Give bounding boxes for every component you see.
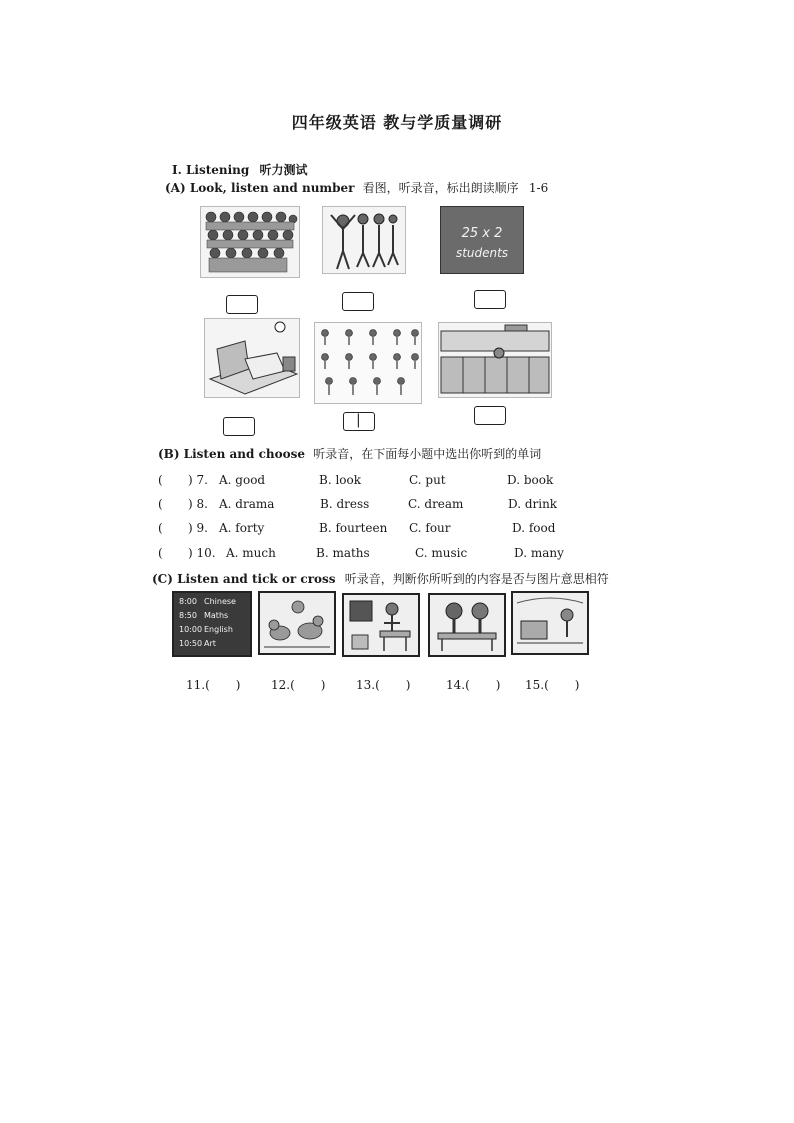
answer-13-label: 13.( — [356, 678, 380, 692]
answer-15-close: ) — [574, 678, 580, 692]
picture-kitchen — [438, 322, 552, 398]
part-a-label: (A) Look, listen and number — [165, 181, 355, 195]
answer-12-label: 12.( — [271, 678, 295, 692]
picture-children-grid — [314, 322, 422, 404]
answer-14[interactable] — [446, 678, 500, 692]
question-paren: ( — [158, 473, 163, 487]
option-b[interactable]: B. maths — [316, 546, 370, 560]
part-b-heading — [158, 445, 541, 462]
section-listening-heading — [172, 161, 308, 178]
blackboard-line-1: 25 x 2 — [461, 226, 503, 241]
option-c[interactable]: C. dream — [408, 497, 464, 511]
timetable-subject: English — [204, 625, 233, 634]
exercise-illustration — [323, 207, 405, 273]
children-grid-illustration — [315, 323, 421, 403]
two-children-illustration — [430, 595, 504, 655]
picture-blackboard — [440, 206, 524, 274]
bedroom-illustration — [205, 319, 299, 397]
question-number: ) 9. — [188, 521, 208, 535]
timetable-subject: Maths — [204, 611, 229, 620]
timetable-time: 8:50 — [179, 611, 197, 620]
answer-box-6[interactable] — [474, 406, 506, 425]
answer-box-3[interactable] — [474, 290, 506, 309]
timetable-row — [177, 638, 247, 651]
kitchen-illustration — [439, 323, 551, 397]
timetable-row — [177, 610, 247, 623]
part-b-label-cn: 听录音，在下面每小题中选出你听到的单词 — [313, 447, 542, 461]
picture-living-room — [511, 591, 589, 655]
picture-bedroom — [204, 318, 300, 398]
answer-14-close: ) — [495, 678, 501, 692]
option-b[interactable]: B. dress — [320, 497, 370, 511]
option-c[interactable]: C. four — [409, 521, 451, 535]
class-group-illustration — [201, 207, 299, 277]
question-number: ) 10. — [188, 546, 216, 560]
option-d[interactable]: D. food — [512, 521, 556, 535]
answer-13-close: ) — [405, 678, 411, 692]
blackboard-line-2: students — [455, 246, 509, 260]
part-c-heading — [152, 570, 609, 587]
answer-13[interactable] — [356, 678, 410, 692]
answer-15-label: 15.( — [525, 678, 549, 692]
part-c-label: (C) Listen and tick or cross — [152, 572, 336, 586]
answer-box-2[interactable] — [342, 292, 374, 311]
picture-classroom-desk — [342, 593, 420, 657]
part-a-label-cn: 看图，听录音，标出朗读顺序 — [362, 181, 519, 195]
option-a[interactable]: A. much — [226, 546, 276, 560]
answer-box-5-mark: | — [356, 412, 361, 428]
blackboard-illustration — [441, 207, 523, 273]
picture-exercise — [322, 206, 406, 274]
answer-box-4[interactable] — [223, 417, 255, 436]
part-b-label: (B) Listen and choose — [158, 447, 306, 461]
answer-12[interactable] — [271, 678, 325, 692]
section-listening-label: I. Listening — [172, 163, 250, 177]
answer-11-label: 11.( — [186, 678, 210, 692]
answer-15[interactable] — [525, 678, 579, 692]
question-paren: ( — [158, 497, 163, 511]
answer-box-1[interactable] — [226, 295, 258, 314]
answer-12-close: ) — [320, 678, 326, 692]
timetable-time: 10:50 — [179, 639, 203, 648]
page-title: 四年级英语 教与学质量调研 — [291, 113, 503, 132]
classroom-desk-illustration — [344, 595, 418, 655]
question-paren: ( — [158, 546, 163, 560]
answer-11-close: ) — [235, 678, 241, 692]
timetable-row — [177, 596, 247, 609]
part-a-range: 1-6 — [528, 181, 549, 195]
option-b[interactable]: B. look — [319, 473, 362, 487]
question-paren: ( — [158, 521, 163, 535]
option-a[interactable]: A. drama — [219, 497, 275, 511]
living-room-illustration — [513, 593, 587, 653]
timetable-time: 10:00 — [179, 625, 203, 634]
answer-box-5[interactable] — [343, 412, 375, 431]
option-a[interactable]: A. forty — [219, 521, 265, 535]
section-listening-label-cn: 听力测试 — [259, 163, 308, 177]
option-c[interactable]: C. put — [409, 473, 446, 487]
animals-illustration — [260, 593, 334, 653]
timetable-subject: Art — [204, 639, 216, 648]
question-number: ) 8. — [188, 497, 208, 511]
timetable-subject: Chinese — [204, 597, 236, 606]
option-b[interactable]: B. fourteen — [319, 521, 388, 535]
part-c-label-cn: 听录音，判断你所听到的内容是否与图片意思相符 — [344, 572, 609, 586]
option-d[interactable]: D. drink — [508, 497, 558, 511]
answer-11[interactable] — [186, 678, 240, 692]
timetable-row — [177, 624, 247, 637]
answer-14-label: 14.( — [446, 678, 470, 692]
question-number: ) 7. — [188, 473, 208, 487]
part-a-heading — [165, 179, 548, 196]
picture-animals — [258, 591, 336, 655]
picture-timetable — [172, 591, 252, 657]
option-d[interactable]: D. book — [507, 473, 554, 487]
option-c[interactable]: C. music — [415, 546, 468, 560]
picture-two-children — [428, 593, 506, 657]
timetable-time: 8:00 — [179, 597, 197, 606]
option-d[interactable]: D. many — [514, 546, 564, 560]
option-a[interactable]: A. good — [219, 473, 266, 487]
picture-class-group — [200, 206, 300, 278]
